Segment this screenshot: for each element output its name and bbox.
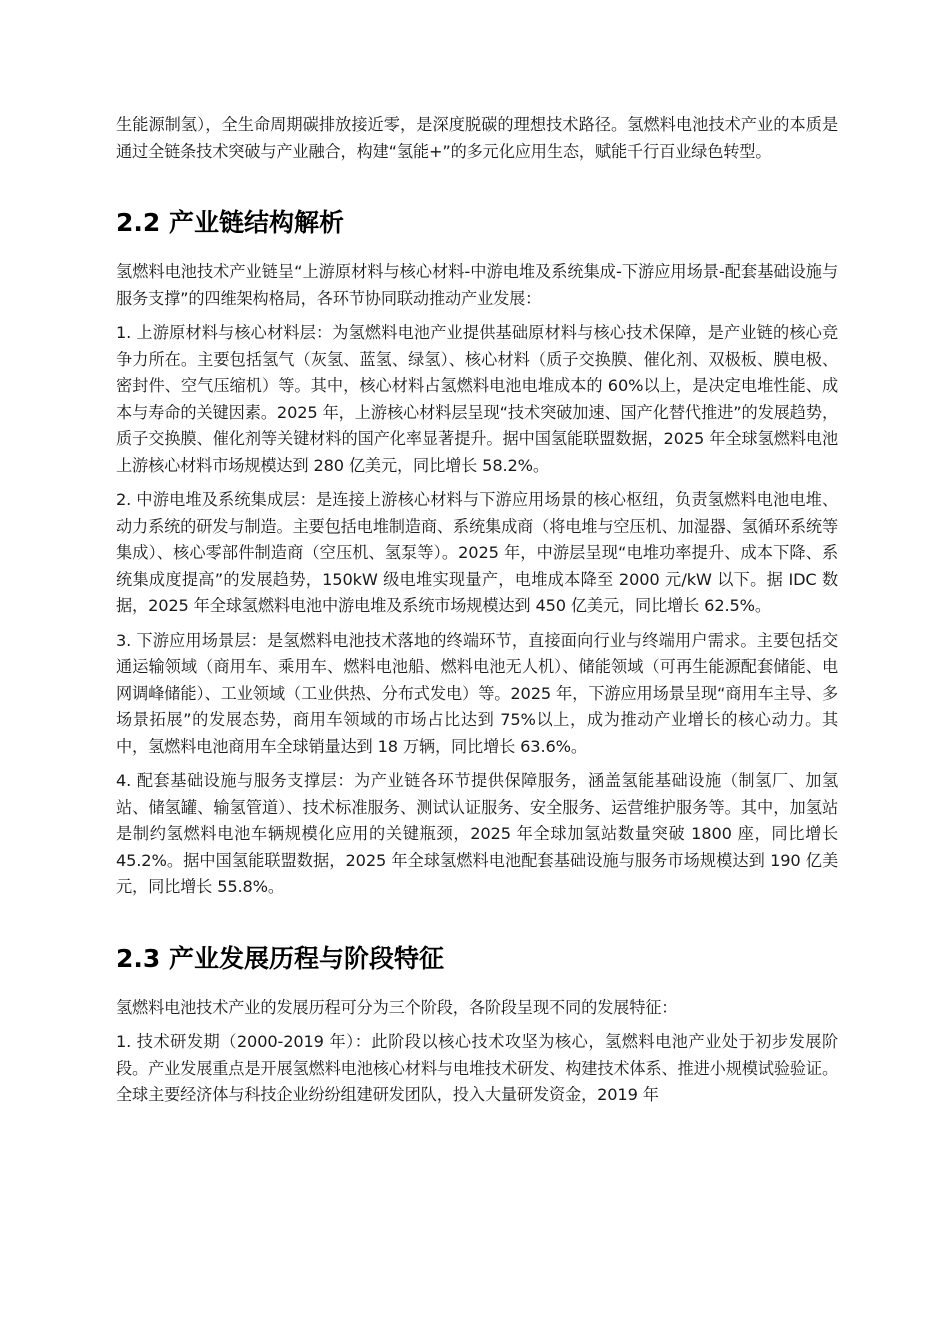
section-2-2-intro: 氢燃料电池技术产业链呈“上游原材料与核心材料-中游电堆及系统集成-下游应用场景-配套基础设施与服务支撑”的四维架构格局，各环节协同联动推动产业发展：: [116, 262, 838, 308]
section-2-3-item-1: 1. 技术研发期（2000-2019 年）：此阶段以核心技术攻坚为核心，氢燃料电池产业处于初步发展阶段。产业发展重点是开展氢燃料电池核心材料与电堆技术研发、构建技术体系、推进小规模试验验证。全球主要经济体与科技企业纷纷组建研发团队，投入大量研发资金，2019 年: [116, 1032, 838, 1104]
document-page: [116, 112, 838, 1109]
section-2-2-heading: 2.2 产业链结构解析: [116, 208, 344, 237]
top-paragraph: 生能源制氢），全生命周期碳排放接近零，是深度脱碳的理想技术路径。氢燃料电池技术产业的本质是通过全链条技术突破与产业融合，构建“氢能+”的多元化应用生态，赋能千行百业绿色转型。: [116, 115, 838, 161]
section-2-2-item-3: 3. 下游应用场景层：是氢燃料电池技术落地的终端环节，直接面向行业与终端用户需求。主要包括交通运输领域（商用车、乘用车、燃料电池船、燃料电池无人机）、储能领域（可再生能源配套储能、电网调峰储能）、工业领域（工业供热、分布式发电）等。2025 年，下游应用场景呈现“商用车主导、多场景拓展”的发展态势，商用车领域的市场占比达到 75%以上，成为推动产业增长的核心动力。其中，氢燃料电池商用车全球销量达到 18 万辆，同比增长 63.6%。: [116, 630, 838, 756]
section-2-3-intro: 氢燃料电池技术产业的发展历程可分为三个阶段，各阶段呈现不同的发展特征：: [116, 997, 678, 1017]
section-2-2-item-4: 4. 配套基础设施与服务支撑层：为产业链各环节提供保障服务，涵盖氢能基础设施（制氢厂、加氢站、储氢罐、输氢管道）、技术标准服务、测试认证服务、安全服务、运营维护服务等。其中，加氢站是制约氢燃料电池车辆规模化应用的关键瓶颈，2025 年全球加氢站数量突破 1800 座，同比增长 45.2%。据中国氢能联盟数据，2025 年全球氢燃料电池配套基础设施与服务市场规模达到 190 亿美元，同比增长 55.8%。: [116, 771, 838, 896]
section-2-3-heading: 2.3 产业发展历程与阶段特征: [116, 943, 444, 973]
section-2-2-item-2: 2. 中游电堆及系统集成层：是连接上游核心材料与下游应用场景的核心枢纽，负责氢燃料电池电堆、动力系统的研发与制造。主要包括电堆制造商、系统集成商（将电堆与空压机、加湿器、氢循环系统等集成）、核心零部件制造商（空压机、氢泵等）。2025 年，中游层呈现“电堆功率提升、成本下降、系统集成度提高”的发展趋势，150kW 级电堆实现量产，电堆成本降至 2000 元/kW 以下。据 IDC 数据，2025 年全球氢燃料电池中游电堆及系统市场规模达到 450 亿美元，同比增长 62.5%。: [116, 490, 838, 615]
section-2-2-item-1: 1. 上游原材料与核心材料层：为氢燃料电池产业提供基础原材料与核心技术保障，是产业链的核心竞争力所在。主要包括氢气（灰氢、蓝氢、绿氢）、核心材料（质子交换膜、催化剂、双极板、膜电极、密封件、空气压缩机）等。其中，核心材料占氢燃料电池电堆成本的 60%以上，是决定电堆性能、成本与寿命的关键因素。2025 年，上游核心材料层呈现“技术突破加速、国产化替代推进”的发展趋势，质子交换膜、催化剂等关键材料的国产化率显著提升。据中国氢能联盟数据，2025 年全球氢燃料电池上游核心材料市场规模达到 280 亿美元，同比增长 58.2%。: [116, 323, 838, 475]
